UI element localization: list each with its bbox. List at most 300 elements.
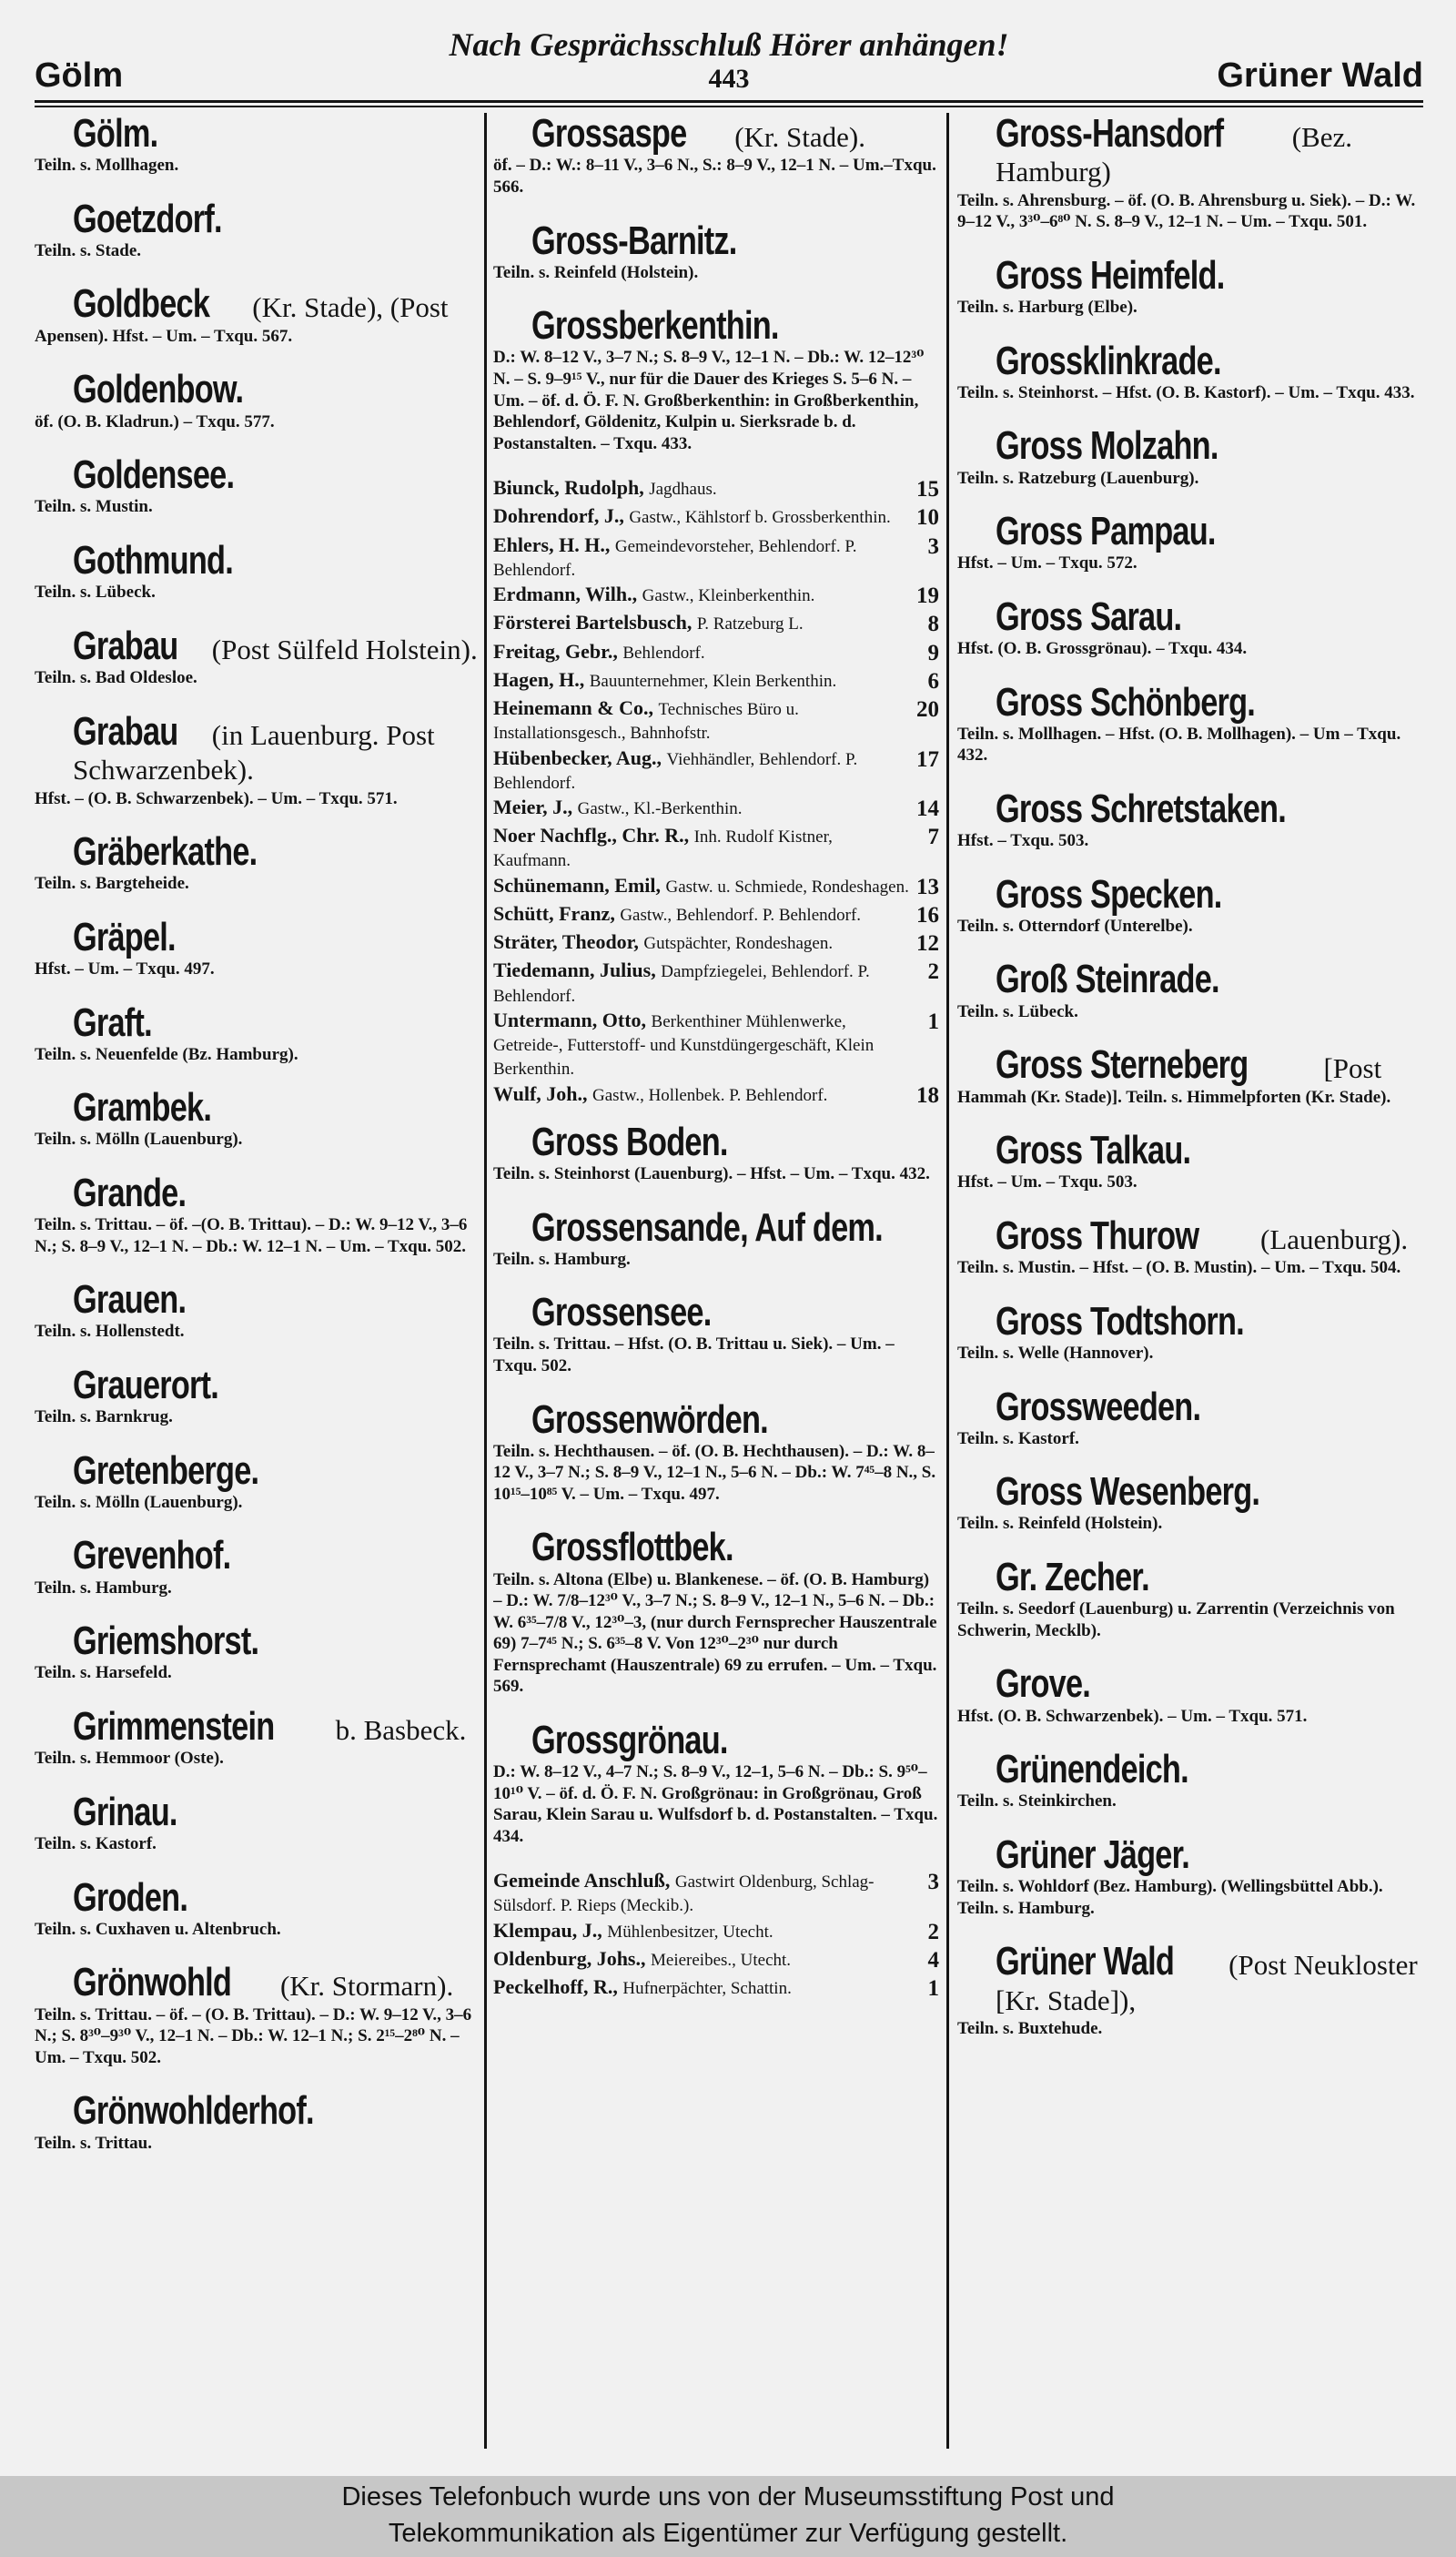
place-name: Goldbeck bbox=[73, 281, 210, 327]
subscriber-text bbox=[493, 611, 910, 637]
place-details: Teiln. s. Steinhorst (Lauenburg). – Hfst. – Um. – Txqu. 432. bbox=[493, 1163, 930, 1183]
place-entry bbox=[957, 1130, 1423, 1193]
place-name: Gretenberge. bbox=[73, 1447, 259, 1493]
place-details: Teiln. s. Seedorf (Lauenburg) u. Zarrentin (Verzeichnis von Schwerin, Mecklb). bbox=[957, 1599, 1395, 1640]
place-heading bbox=[73, 914, 480, 959]
place-details: Teiln. s. Mollhagen. bbox=[35, 156, 179, 176]
subscriber-name: Hübenbecker, Aug., bbox=[493, 746, 662, 769]
place-details: Teiln. s. Mölln (Lauenburg). bbox=[35, 1492, 243, 1512]
place-name: Gross Molzahn. bbox=[996, 423, 1218, 469]
place-name: Grabau bbox=[73, 623, 178, 668]
place-details: Teiln. s. Bad Oldesloe. bbox=[35, 668, 197, 688]
subscriber-text bbox=[493, 533, 910, 581]
place-entry bbox=[957, 1215, 1423, 1279]
place-entry bbox=[957, 1044, 1423, 1108]
subscriber-name: Dohrendorf, J., bbox=[493, 504, 624, 528]
place-heading bbox=[996, 1557, 1423, 1598]
place-heading bbox=[996, 1215, 1423, 1257]
subscriber-details: Berkenthiner Mühlenwerke, Getreide-, Futterstoff- und Kunstdüngergeschäft, Klein Berkenthin. bbox=[493, 1011, 875, 1080]
place-heading bbox=[73, 1172, 480, 1214]
place-suffix: (Post Neukloster [Kr. Stade]), bbox=[996, 1949, 1418, 2016]
place-entry bbox=[35, 625, 480, 689]
place-name: Gross Talkau. bbox=[996, 1128, 1191, 1173]
subscriber-text bbox=[493, 668, 910, 695]
place-heading bbox=[996, 113, 1423, 190]
place-name: Gräpel. bbox=[73, 914, 176, 959]
place-name: Gross Sarau. bbox=[996, 594, 1182, 639]
subscriber-name: Schünemann, Emil, bbox=[493, 873, 661, 897]
subscriber-text bbox=[493, 874, 910, 900]
subscriber-row bbox=[493, 930, 939, 957]
place-details: Teiln. s. Mustin. – Hfst. – (O. B. Mustin). – Um. – Txqu. 504. bbox=[957, 1258, 1401, 1278]
place-details: Teiln. s. Mollhagen. – Hfst. (O. B. Mollhagen). – Um – Txqu. 432. bbox=[957, 724, 1401, 766]
place-name: Grossaspe bbox=[531, 113, 687, 156]
place-details: Teiln. s. Harsefeld. bbox=[35, 1663, 172, 1683]
subscriber-details: Dampfziegelei, Behlendorf. P. Behlendorf. bbox=[493, 962, 870, 1006]
place-details: Teiln. s. Mölln (Lauenburg). bbox=[35, 1130, 243, 1150]
subscriber-row bbox=[493, 668, 939, 695]
place-details: Teiln. s. Kastorf. bbox=[35, 1834, 157, 1854]
place-details: Teiln. s. Lübeck. bbox=[957, 1001, 1078, 1021]
place-heading bbox=[73, 1703, 480, 1749]
place-name: Goldenbow. bbox=[73, 367, 244, 412]
place-entry bbox=[35, 1447, 480, 1514]
place-name: Graft. bbox=[73, 999, 152, 1045]
subscriber-details: Gemeindevorsteher, Behlendorf. P. Behlendorf. bbox=[493, 536, 857, 580]
place-heading bbox=[73, 1447, 480, 1493]
place-heading bbox=[996, 596, 1423, 638]
place-heading bbox=[73, 113, 480, 155]
place-heading bbox=[73, 369, 480, 411]
place-heading bbox=[996, 340, 1423, 382]
subscriber-number: 10 bbox=[916, 505, 939, 531]
subscriber-text bbox=[493, 1082, 910, 1109]
subscriber-number: 2 bbox=[927, 1919, 939, 1944]
page-header bbox=[35, 25, 1423, 98]
header-left-keyword: Gölm bbox=[35, 56, 124, 95]
place-entry bbox=[957, 1941, 1423, 2039]
place-heading bbox=[73, 2090, 480, 2132]
place-name: Grossweeden. bbox=[996, 1384, 1201, 1429]
place-details: Teiln. s. Steinhorst. – Hfst. (O. B. Kastorf). – Um. – Txqu. 433. bbox=[957, 382, 1415, 402]
place-name: Grüner Jäger. bbox=[996, 1832, 1190, 1877]
place-details: Teiln. s. Kastorf. bbox=[957, 1428, 1079, 1448]
place-details: öf. (O. B. Kladrun.) – Txqu. 577. bbox=[35, 411, 275, 431]
place-heading bbox=[996, 425, 1423, 467]
subscriber-text bbox=[493, 1975, 910, 2002]
place-heading bbox=[73, 454, 480, 496]
place-details: Teiln. s. Trittau. bbox=[35, 2133, 152, 2153]
subscriber-name: Untermann, Otto, bbox=[493, 1008, 647, 1031]
subscriber-number: 18 bbox=[916, 1082, 939, 1108]
header-notice: Nach Gesprächsschluß Hörer anhängen! bbox=[449, 26, 1009, 63]
subscriber-number: 3 bbox=[927, 1870, 939, 1895]
subscriber-number: 20 bbox=[916, 697, 939, 723]
subscriber-text bbox=[493, 959, 910, 1006]
page-number: 443 bbox=[708, 64, 750, 94]
place-details: Teiln. s. Welle (Hannover). bbox=[957, 1344, 1154, 1364]
place-details: Teiln. s. Reinfeld (Holstein). bbox=[493, 262, 699, 282]
place-entry bbox=[957, 788, 1423, 852]
place-entry bbox=[957, 596, 1423, 660]
place-name: Grauerort. bbox=[73, 1363, 219, 1408]
place-name: Gross Pampau. bbox=[996, 509, 1216, 554]
place-entry bbox=[493, 220, 939, 284]
place-name: Grönwohlderhof. bbox=[73, 2088, 314, 2134]
subscriber-name: Gemeinde Anschluß, bbox=[493, 1869, 671, 1892]
subscriber-row bbox=[493, 902, 939, 928]
place-heading bbox=[73, 1087, 480, 1129]
subscriber-number: 14 bbox=[916, 797, 939, 821]
place-entry bbox=[493, 1396, 939, 1506]
place-entry bbox=[35, 1279, 480, 1343]
subscriber-details: Gastw., Kl.-Berkenthin. bbox=[577, 799, 743, 818]
place-heading bbox=[996, 1471, 1423, 1513]
place-entry bbox=[493, 1292, 939, 1376]
subscriber-name: Schütt, Franz, bbox=[493, 901, 615, 925]
place-entry bbox=[35, 537, 480, 604]
subscriber-row bbox=[493, 696, 939, 744]
place-suffix: b. Basbeck. bbox=[335, 1713, 467, 1746]
subscriber-number: 3 bbox=[927, 533, 939, 559]
subscriber-number: 8 bbox=[927, 612, 939, 637]
place-details: Teiln. s. Lübeck. bbox=[35, 583, 156, 603]
place-suffix: (Lauenburg). bbox=[1260, 1223, 1409, 1255]
subscriber-name: Wulf, Joh., bbox=[493, 1081, 588, 1105]
place-heading bbox=[996, 959, 1423, 1000]
place-entry bbox=[957, 340, 1423, 404]
place-name: Gross-Barnitz. bbox=[531, 218, 737, 263]
place-entry bbox=[493, 1527, 939, 1697]
subscriber-number: 6 bbox=[927, 668, 939, 694]
subscriber-text bbox=[493, 1919, 910, 1945]
place-entry bbox=[35, 1962, 480, 2068]
place-heading bbox=[73, 198, 480, 240]
place-details: Teiln. s. Wohldorf (Bez. Hamburg). (Wellingsbüttel Abb.). Teiln. s. Hamburg. bbox=[957, 1876, 1383, 1918]
place-name: Grossensee. bbox=[531, 1290, 712, 1335]
subscriber-row bbox=[493, 640, 939, 666]
subscriber-text bbox=[493, 1869, 910, 1916]
place-name: Grönwohld bbox=[73, 1960, 232, 2005]
place-entry bbox=[957, 252, 1423, 319]
place-heading bbox=[996, 1298, 1423, 1344]
subscriber-details: Gastw., Kählstorf b. Grossberkenthin. bbox=[629, 508, 891, 528]
subscriber-details: Bauunternehmer, Klein Berkenthin. bbox=[589, 671, 837, 691]
footer-line-2: Telekommunikation als Eigentümer zur Verfügung gestellt. bbox=[388, 2519, 1068, 2549]
place-entry bbox=[957, 959, 1423, 1022]
place-entry bbox=[957, 113, 1423, 233]
place-name: Grande. bbox=[73, 1171, 187, 1215]
subscriber-row bbox=[493, 1919, 939, 1945]
subscriber-details: Gastw., Behlendorf. P. Behlendorf. bbox=[620, 905, 862, 925]
subscriber-row bbox=[493, 611, 939, 637]
place-suffix: (Kr. Stade), (Post bbox=[252, 291, 449, 324]
subscriber-number: 12 bbox=[916, 931, 939, 957]
subscriber-details: P. Ratzeburg L. bbox=[696, 614, 804, 634]
subscriber-number: 4 bbox=[927, 1947, 939, 1973]
place-details: Teiln. s. Otterndorf (Unterelbe). bbox=[957, 916, 1193, 936]
place-entry bbox=[35, 999, 480, 1066]
subscriber-text bbox=[493, 930, 910, 957]
subscriber-row bbox=[493, 504, 939, 531]
subscriber-name: Meier, J., bbox=[493, 796, 573, 818]
place-name: Gross-Hansdorf bbox=[996, 113, 1224, 156]
place-heading bbox=[996, 511, 1423, 553]
place-heading bbox=[73, 1620, 480, 1662]
subscriber-details: Hufnerpächter, Schattin. bbox=[622, 1979, 792, 1999]
place-details: Hfst. – Txqu. 503. bbox=[957, 831, 1089, 851]
place-details: Hfst. – Um. – Txqu. 572. bbox=[957, 553, 1138, 573]
subscriber-text bbox=[493, 824, 910, 871]
place-name: Gross Schretstaken. bbox=[996, 786, 1286, 831]
place-name: Grünendeich. bbox=[996, 1747, 1188, 1792]
place-entry bbox=[957, 1298, 1423, 1365]
place-suffix: (Bez. Hamburg) bbox=[996, 121, 1352, 188]
place-entry bbox=[957, 1557, 1423, 1641]
place-name: Grüner Wald bbox=[996, 1939, 1175, 1984]
place-heading bbox=[531, 1396, 939, 1442]
place-heading bbox=[531, 1527, 939, 1568]
subscriber-number: 17 bbox=[916, 746, 939, 772]
place-name: Goldensee. bbox=[73, 452, 235, 498]
place-entry bbox=[35, 454, 480, 518]
place-name: Grossklinkrade. bbox=[996, 338, 1221, 383]
place-heading bbox=[73, 1535, 480, 1577]
place-suffix: (Kr. Stormarn). bbox=[279, 1970, 454, 2003]
place-heading bbox=[73, 537, 480, 583]
subscriber-name: Biunck, Rudolph, bbox=[493, 476, 644, 500]
place-entry bbox=[493, 305, 939, 454]
place-suffix: [Post bbox=[1323, 1052, 1382, 1085]
place-details: Teiln. s. Hechthausen. – öf. (O. B. Hechthausen). – D.: W. 8–12 V., 3–7 N.; S. 8–9 V., 12–1 N., 5–6 N. – Db.: W. 7⁴⁵–8 N., S. 10¹⁵–10⁸⁵ V. – Um. – Txqu. 497. bbox=[493, 1441, 936, 1504]
place-entry bbox=[35, 1535, 480, 1598]
place-entry bbox=[957, 1663, 1423, 1727]
place-heading bbox=[73, 708, 480, 788]
place-name: Grevenhof. bbox=[73, 1533, 231, 1578]
place-details: Teiln. s. Trittau. – Hfst. (O. B. Trittau u. Siek). – Um. – Txqu. 502. bbox=[493, 1334, 895, 1375]
place-entry bbox=[35, 1172, 480, 1257]
place-heading bbox=[73, 1962, 480, 2004]
place-name: Gross Todtshorn. bbox=[996, 1298, 1244, 1344]
column-2 bbox=[493, 113, 939, 2452]
place-name: Gross Schönberg. bbox=[996, 679, 1256, 725]
subscriber-name: Ehlers, H. H., bbox=[493, 533, 611, 556]
place-heading bbox=[996, 1386, 1423, 1428]
place-entry bbox=[35, 283, 480, 347]
place-entry bbox=[35, 113, 480, 177]
subscriber-text bbox=[493, 504, 910, 531]
place-heading bbox=[531, 305, 939, 347]
place-heading bbox=[996, 679, 1423, 725]
place-entry bbox=[957, 1386, 1423, 1450]
place-details: öf. – D.: W.: 8–11 V., 3–6 N., S.: 8–9 V., 12–1 N. – Um.–Txqu. 566. bbox=[493, 156, 936, 197]
place-name: Gross Sterneberg bbox=[996, 1042, 1249, 1088]
subscriber-text bbox=[493, 583, 910, 609]
place-details: Teiln. s. Neuenfelde (Bz. Hamburg). bbox=[35, 1044, 298, 1064]
subscriber-number: 7 bbox=[927, 825, 939, 850]
footer-line-1: Dieses Telefonbuch wurde uns von der Museumsstiftung Post und bbox=[341, 2482, 1115, 2511]
place-entry bbox=[35, 198, 480, 262]
place-details: Teiln. s. Bargteheide. bbox=[35, 874, 189, 894]
subscriber-details: Meiereibes., Utecht. bbox=[651, 1950, 792, 1970]
subscriber-row bbox=[493, 796, 939, 822]
place-details: Teiln. s. Harburg (Elbe). bbox=[957, 298, 1138, 318]
place-heading bbox=[996, 871, 1423, 917]
subscriber-text bbox=[493, 746, 910, 794]
subscriber-details: Jagdhaus. bbox=[649, 480, 717, 500]
place-entry bbox=[957, 1834, 1423, 1919]
subscriber-details: Gastw., Hollenbek. P. Behlendorf. bbox=[592, 1085, 828, 1105]
subscriber-row bbox=[493, 1009, 939, 1081]
subscriber-name: Klempau, J., bbox=[493, 1918, 602, 1942]
subscriber-name: Erdmann, Wilh., bbox=[493, 583, 638, 606]
place-name: Griemshorst. bbox=[73, 1618, 259, 1664]
place-details: Hfst. – (O. B. Schwarzenbek). – Um. – Txqu. 571. bbox=[35, 788, 398, 808]
subscriber-details: Technisches Büro u. Installationsgesch., Bahnhofstr. bbox=[493, 700, 799, 744]
place-details: Teiln. s. Hamburg. bbox=[35, 1578, 172, 1598]
place-name: Grabau bbox=[73, 708, 178, 754]
place-entry bbox=[35, 1620, 480, 1684]
column-1 bbox=[35, 113, 480, 2452]
place-heading bbox=[73, 1791, 480, 1833]
place-name: Grambek. bbox=[73, 1085, 212, 1131]
place-heading bbox=[996, 1749, 1423, 1791]
subscriber-text bbox=[493, 696, 910, 744]
place-details: Teiln. s. Ahrensburg. – öf. (O. B. Ahrensburg u. Siek). – D.: W. 9–12 V., 3³⁰–6⁸⁰ N. S. 8–9 V., 12–1 N. – Um. – Txqu. 501. bbox=[957, 190, 1416, 232]
place-name: Grimmenstein bbox=[73, 1703, 275, 1749]
place-heading bbox=[996, 1941, 1423, 2018]
ownership-footer bbox=[0, 2476, 1456, 2557]
subscriber-text bbox=[493, 1947, 910, 1974]
place-heading bbox=[73, 1365, 480, 1406]
place-details: Hfst. (O. B. Schwarzenbek). – Um. – Txqu. 571. bbox=[957, 1706, 1308, 1726]
place-details: Teiln. s. Trittau. – öf. – (O. B. Trittau). – D.: W. 9–12 V., 3–6 N.; S. 8³⁰–9³⁰ V., 12–1 N. – Db.: W. 12–1 N.; S. 2¹⁵–2⁸⁰ N. – Um. – Txqu. 502. bbox=[35, 2004, 472, 2067]
place-details: D.: W. 8–12 V., 3–7 N.; S. 8–9 V., 12–1 N. – Db.: W. 12–12³⁰ N. – S. 9–9¹⁵ V., nur für die Dauer des Krieges S. 5–6 N. – Um. – öf. d. Ö. F. N. Großberkenthin: in Großberkenthin, Behlendorf, Göldenitz, Kulpin u. Sierksrade b. d. Postanstalten. – Txqu. 433. bbox=[493, 348, 925, 453]
place-entry bbox=[493, 113, 939, 198]
place-name: Gräberkathe. bbox=[73, 829, 258, 875]
place-name: Grossgrönau. bbox=[531, 1717, 728, 1762]
place-name: Grossenwörden. bbox=[531, 1396, 768, 1442]
place-name: Goetzdorf. bbox=[73, 196, 222, 241]
place-details: Hfst. – Um. – Txqu. 503. bbox=[957, 1172, 1138, 1192]
place-heading bbox=[531, 1204, 939, 1250]
place-heading bbox=[996, 1130, 1423, 1172]
place-details: Teiln. s. Steinkirchen. bbox=[957, 1791, 1117, 1811]
place-name: Gothmund. bbox=[73, 537, 233, 583]
place-heading bbox=[996, 788, 1423, 830]
place-entry bbox=[493, 1717, 939, 1847]
subscriber-details: Behlendorf. bbox=[622, 643, 705, 663]
subscriber-row bbox=[493, 874, 939, 900]
subscriber-name: Tiedemann, Julius, bbox=[493, 959, 656, 982]
header-right-keyword: Grüner Wald bbox=[1217, 56, 1423, 95]
place-name: Gross Boden. bbox=[531, 1119, 728, 1164]
subscriber-name: Oldenburg, Johs., bbox=[493, 1946, 646, 1970]
place-entry bbox=[35, 369, 480, 432]
subscriber-number: 16 bbox=[916, 902, 939, 928]
place-name: Gross Wesenberg. bbox=[996, 1469, 1260, 1515]
subscriber-row bbox=[493, 533, 939, 581]
place-heading bbox=[531, 1121, 939, 1163]
subscriber-details: Mühlenbesitzer, Utecht. bbox=[607, 1922, 774, 1942]
place-heading bbox=[73, 1279, 480, 1321]
place-details: Teiln. s. Ratzeburg (Lauenburg). bbox=[957, 468, 1199, 488]
place-heading bbox=[531, 113, 939, 155]
subscriber-text bbox=[493, 796, 910, 822]
subscriber-number: 1 bbox=[927, 1009, 939, 1034]
place-heading bbox=[996, 1044, 1423, 1086]
place-name: Gross Thurow bbox=[996, 1213, 1199, 1258]
place-details: Teiln. s. Hamburg. bbox=[493, 1249, 631, 1269]
subscriber-details: Gastwirt Oldenburg, Schlag-Sülsdorf. P. Rieps (Meckib.). bbox=[493, 1872, 875, 1916]
subscriber-text bbox=[493, 476, 910, 502]
place-entry bbox=[957, 1471, 1423, 1535]
place-heading bbox=[73, 1874, 480, 1920]
place-name: Grossflottbek. bbox=[531, 1525, 733, 1570]
place-details: Teiln. s. Barnkrug. bbox=[35, 1407, 173, 1427]
subscriber-details: Viehhändler, Behlendorf. P. Behlendorf. bbox=[493, 749, 858, 793]
place-details: Apensen). Hfst. – Um. – Txqu. 567. bbox=[35, 326, 293, 346]
subscriber-name: Sträter, Theodor, bbox=[493, 930, 639, 954]
subscriber-row bbox=[493, 476, 939, 502]
place-heading bbox=[73, 831, 480, 873]
place-heading bbox=[531, 1717, 939, 1762]
subscriber-text bbox=[493, 902, 910, 928]
place-details: Teiln. s. Stade. bbox=[35, 240, 142, 260]
subscriber-name: Hagen, H., bbox=[493, 667, 585, 691]
place-name: Groden. bbox=[73, 1874, 188, 1920]
subscriber-number: 19 bbox=[916, 583, 939, 609]
place-entry bbox=[957, 511, 1423, 574]
place-entry bbox=[35, 1874, 480, 1941]
subscriber-name: Försterei Bartelsbusch, bbox=[493, 611, 693, 634]
subscriber-number: 9 bbox=[927, 640, 939, 665]
place-suffix: (in Lauenburg. Post Schwarzenbek). bbox=[73, 718, 435, 786]
place-entry bbox=[35, 1703, 480, 1770]
place-name: Gr. Zecher. bbox=[996, 1555, 1149, 1600]
place-heading bbox=[996, 1834, 1423, 1876]
place-details: D.: W. 8–12 V., 4–7 N.; S. 8–9 V., 12–1, 5–6 N. – Db.: S. 9⁵⁰–10¹⁰ V. – öf. d. Ö. F. N. Großgrönau: in Großgrönau, Groß Sarau, Klein Sarau u. Wulfsdorf b. d. Postanstalten. – Txqu. 434. bbox=[493, 1762, 938, 1846]
header-rule bbox=[35, 100, 1423, 103]
column-3 bbox=[957, 113, 1423, 2452]
place-details: Teiln. s. Reinfeld (Holstein). bbox=[957, 1514, 1163, 1534]
place-entry bbox=[35, 2090, 480, 2154]
subscriber-number: 1 bbox=[927, 1976, 939, 2002]
place-entry bbox=[35, 1791, 480, 1855]
place-details: Teiln. s. Altona (Elbe) u. Blankenese. – öf. (O. B. Hamburg) – D.: W. 7/8–12³⁰ V., 3–7 N.; S. 8–9 V., 12–1 N., 5–6 N. – Db.: W. 6³⁵–7/8 V., 12³⁰–3, (nur durch Fernsprecher Hauszentrale 69) 7–7⁴⁵ N.; S. 6³⁵–8 V. Von 12³⁰–2³⁰ nur durch Fernsprechamt (Hauszentrale) 69 zu errufen. – Um. – Txqu. 569. bbox=[493, 1569, 937, 1697]
subscriber-row bbox=[493, 1869, 939, 1916]
place-heading bbox=[531, 1292, 939, 1334]
place-details: Hammah (Kr. Stade)]. Teiln. s. Himmelpforten (Kr. Stade). bbox=[957, 1087, 1391, 1107]
subscriber-number: 15 bbox=[916, 477, 939, 502]
subscriber-row bbox=[493, 583, 939, 609]
place-name: Gross Specken. bbox=[996, 871, 1222, 917]
column-divider bbox=[484, 113, 487, 2449]
subscriber-text bbox=[493, 1009, 910, 1081]
subscriber-row bbox=[493, 746, 939, 794]
place-name: Groß Steinrade. bbox=[996, 957, 1219, 1002]
subscriber-row bbox=[493, 959, 939, 1006]
subscriber-row bbox=[493, 1082, 939, 1109]
subscriber-details: Gastw. u. Schmiede, Rondeshagen. bbox=[665, 877, 909, 897]
place-entry bbox=[957, 871, 1423, 938]
subscriber-number: 2 bbox=[927, 959, 939, 985]
column-divider bbox=[946, 113, 949, 2449]
subscriber-name: Freitag, Gebr., bbox=[493, 639, 618, 663]
place-heading bbox=[73, 283, 480, 325]
subscriber-number: 13 bbox=[916, 874, 939, 899]
place-entry bbox=[493, 1121, 939, 1185]
